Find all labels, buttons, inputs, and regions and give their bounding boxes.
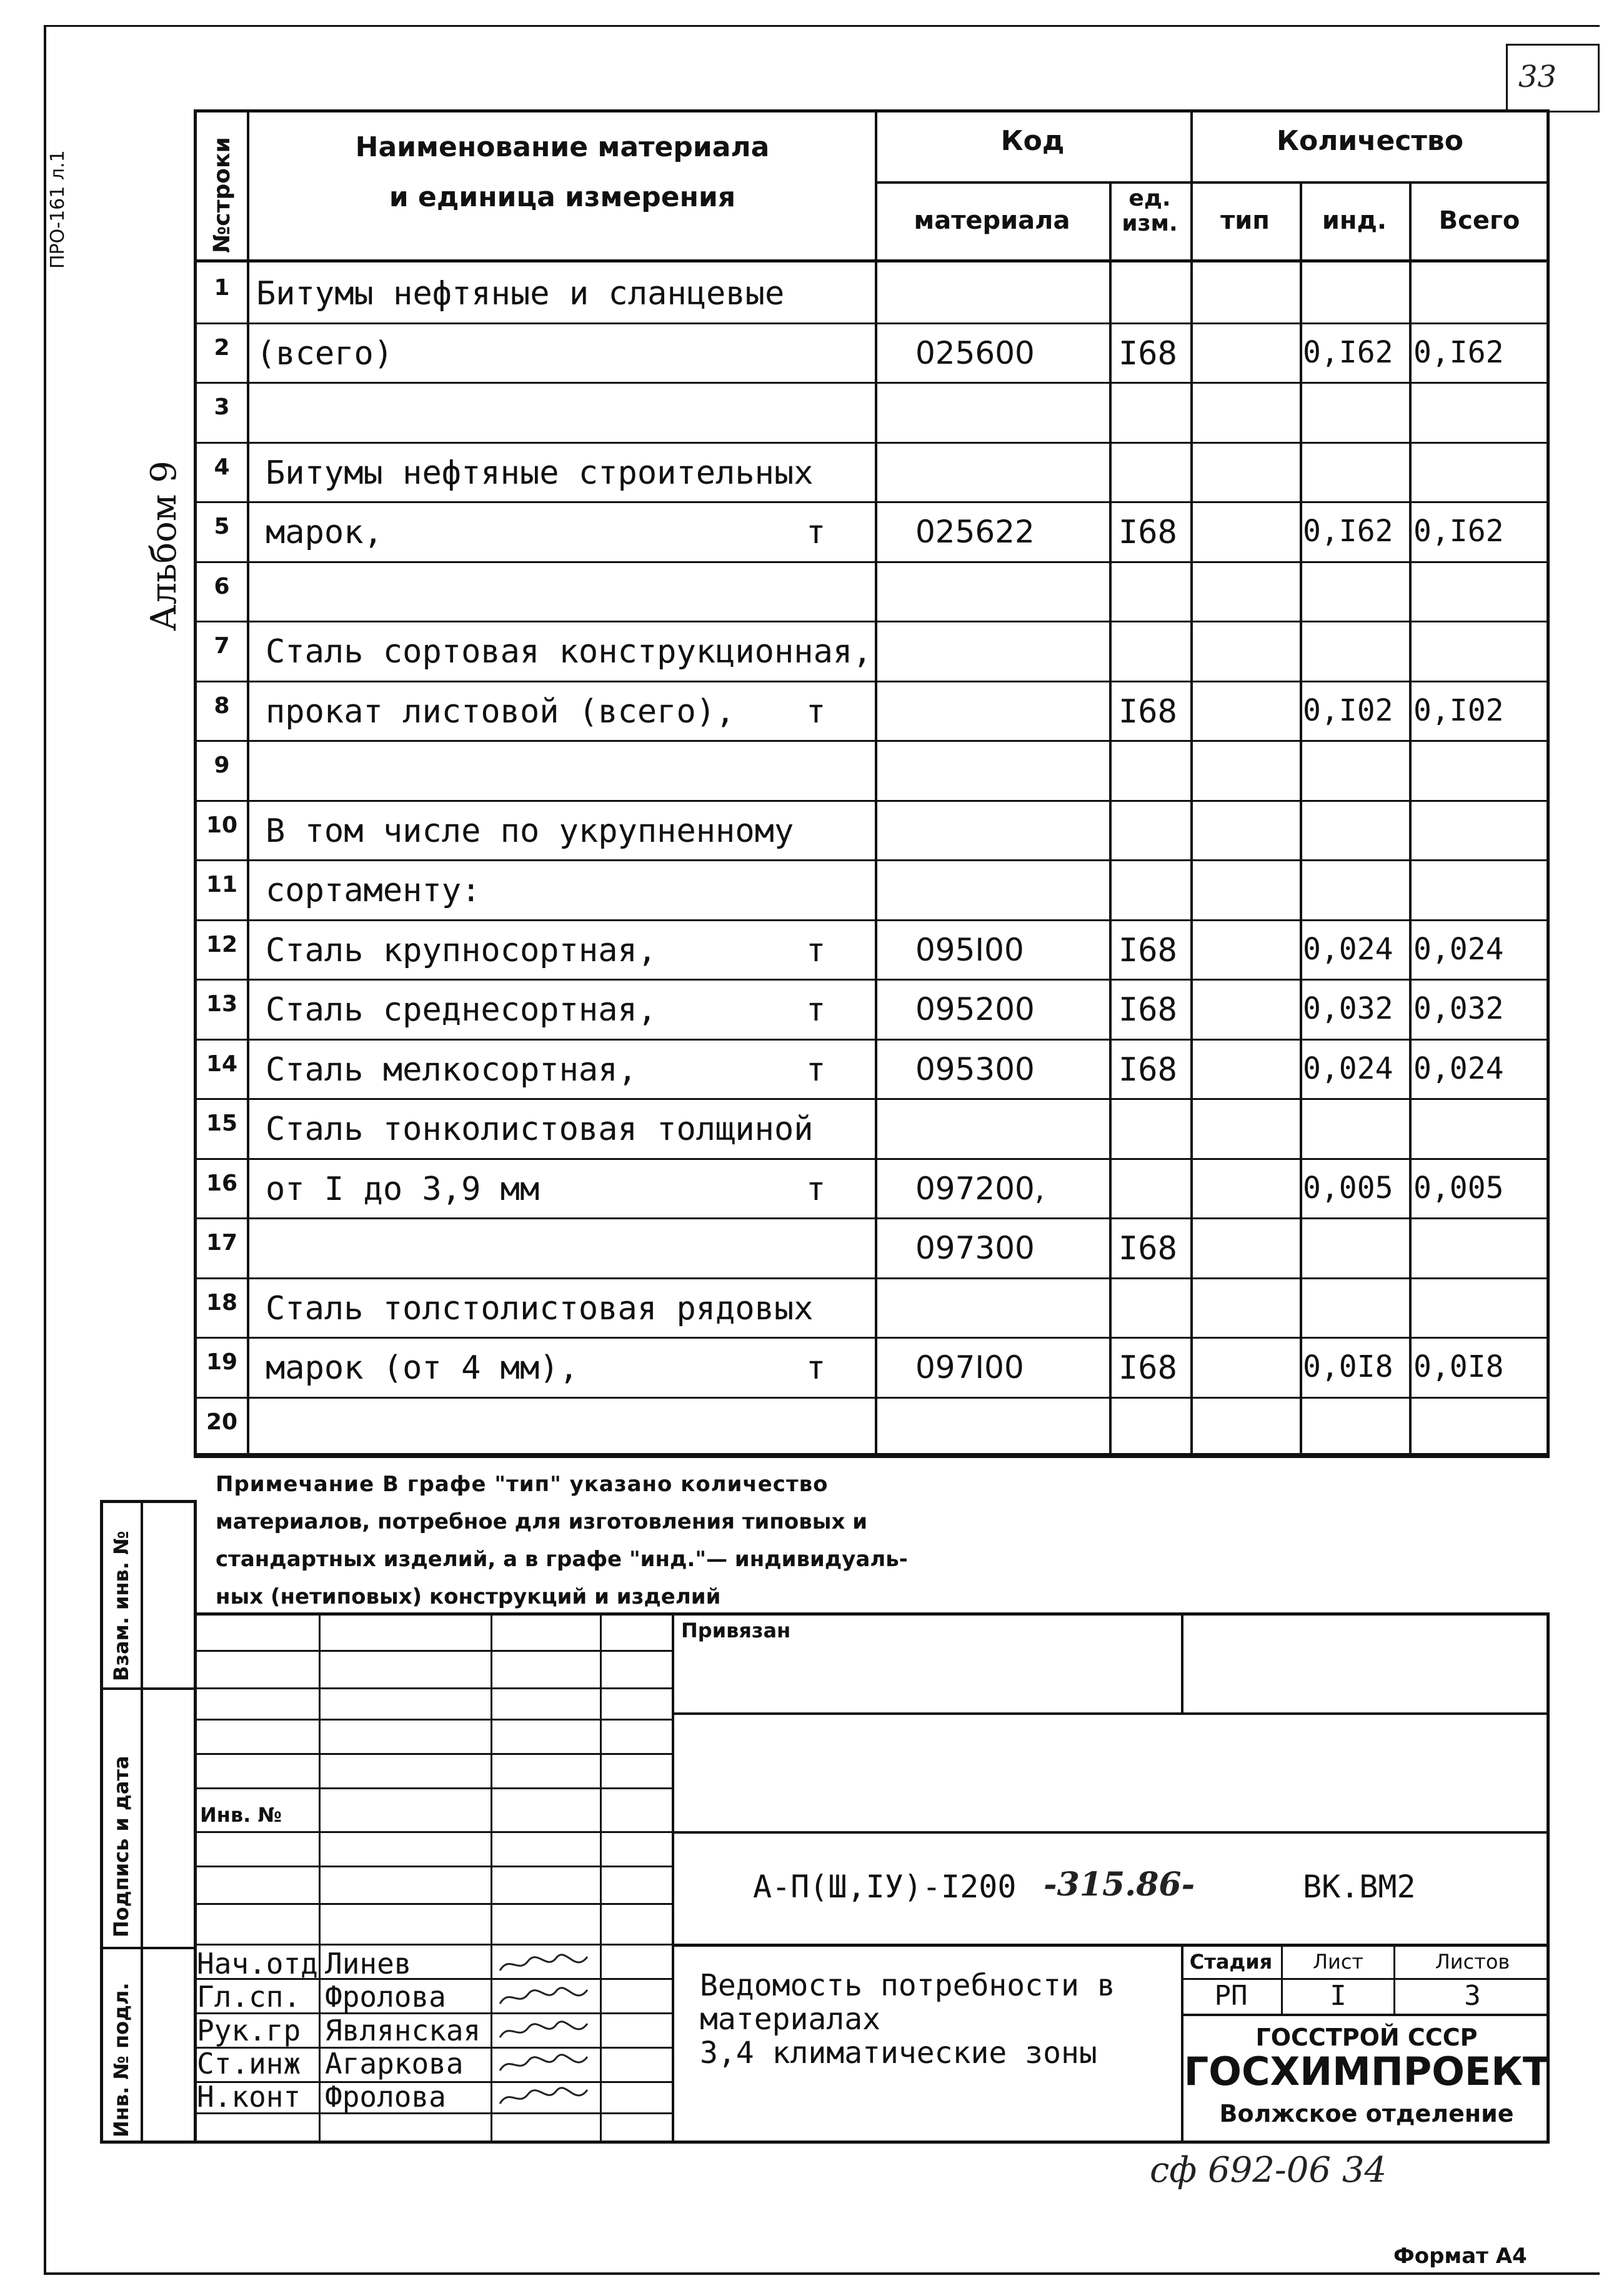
row-number: 19 [206, 1349, 238, 1375]
vzam-label: Взам. инв. № [109, 1531, 133, 1681]
title-grid-line [194, 1650, 672, 1652]
sheet-label: Лист [1312, 1950, 1364, 1974]
inv-podl-label: Инв. № подл. [109, 1982, 133, 2137]
signature [497, 1952, 590, 1977]
row-name: Сталь тонколистовая толщиной [266, 1111, 814, 1148]
signature-scribble [497, 1952, 590, 1977]
row-unit: т [806, 991, 826, 1029]
org-line3: Волжское отделение [1219, 2100, 1514, 2127]
row-divider [194, 1039, 1550, 1041]
row-name: Сталь крупносортная, [266, 932, 657, 969]
row-number: 17 [206, 1230, 238, 1256]
row-unit-code: I68 [1118, 514, 1177, 551]
title-line1: Ведомость потребности в [700, 1968, 1115, 2003]
signature-scribble [497, 2052, 590, 2077]
note-line3: стандартных изделий, а в графе "инд."— индивидуаль- [216, 1547, 908, 1572]
row-number: 18 [206, 1290, 238, 1316]
page-number: 33 [1518, 59, 1557, 94]
privyazan-label: Привязан [681, 1619, 791, 1642]
row-number: 16 [206, 1171, 238, 1196]
note [216, 1466, 908, 1616]
row-divider [194, 442, 1550, 444]
row-divider [194, 1397, 1550, 1399]
side-stamp-inner [141, 1500, 143, 2144]
row-divider [194, 1277, 1550, 1279]
row-total: 0,032 [1413, 991, 1504, 1026]
row-divider [194, 621, 1550, 622]
row-material-code: 095300 [915, 1051, 1035, 1087]
header-subline [875, 181, 1550, 184]
header-code: Код [1000, 125, 1065, 157]
frame-left [44, 25, 46, 2275]
signature [497, 2085, 590, 2110]
row-name: сортаменту: [266, 872, 481, 909]
frame-top [44, 25, 1600, 27]
col-line-name [875, 109, 877, 1453]
signature-scribble [497, 2085, 590, 2110]
row-material-code: 095200 [915, 991, 1035, 1027]
staff-role: Гл.сп. [197, 1980, 301, 2014]
header-row-number: №строки [209, 137, 235, 253]
album-label: Альбом 9 [144, 461, 184, 631]
tb-line-b [672, 1831, 1550, 1834]
row-material-code: 025622 [915, 514, 1035, 550]
row-ind: 0,I62 [1303, 514, 1393, 549]
row-unit-code: I68 [1118, 1051, 1177, 1089]
row-number: 8 [214, 693, 230, 719]
header-material: материала [914, 206, 1070, 235]
signature-scribble [497, 2019, 590, 2044]
header-name-line1: Наименование материала [355, 131, 770, 163]
row-total: 0,I62 [1413, 335, 1504, 370]
stage-value: РП [1214, 1980, 1248, 2012]
tb-line-c [672, 1944, 1550, 1947]
row-unit-code: I68 [1118, 1349, 1177, 1387]
title-line2: материалах [700, 2002, 880, 2037]
signature [497, 2052, 590, 2077]
signature [497, 2019, 590, 2044]
row-ind: 0,005 [1303, 1171, 1393, 1206]
row-divider [194, 322, 1550, 324]
header-unit [1109, 186, 1190, 236]
row-ind: 0,0I8 [1303, 1349, 1393, 1384]
row-total: 0,024 [1413, 1051, 1504, 1086]
stage-bottom [1181, 2014, 1550, 2016]
row-divider [194, 1337, 1550, 1339]
signature [497, 1985, 590, 2010]
row-name: Сталь сортовая конструкционная, [266, 633, 872, 671]
title-line3: 3,4 климатические зоны [700, 2036, 1097, 2071]
tb-col2 [491, 1612, 492, 2144]
row-total: 0,I02 [1413, 693, 1504, 728]
header-type: тип [1220, 206, 1270, 235]
row-name: Битумы нефтяные строительных [266, 454, 814, 492]
header-quantity: Количество [1277, 125, 1463, 157]
row-divider [194, 1217, 1550, 1219]
row-number: 14 [206, 1051, 238, 1077]
row-number: 20 [206, 1409, 238, 1435]
row-unit: т [806, 1171, 826, 1208]
row-unit: т [806, 514, 826, 551]
row-divider [194, 382, 1550, 384]
header-bottom [194, 259, 1550, 262]
sheets-value: 3 [1464, 1980, 1481, 2012]
row-number: 11 [206, 872, 238, 897]
row-divider [194, 740, 1550, 742]
row-material-code: 097300 [915, 1230, 1035, 1266]
header-total: Всего [1438, 206, 1520, 235]
title-grid-line [194, 1787, 672, 1789]
tb-col4 [672, 1612, 674, 2144]
row-name: от I до 3,9 мм [266, 1171, 540, 1208]
note-line4: ных (нетиповых) конструкций и изделий [216, 1584, 721, 1609]
row-number: 6 [214, 574, 230, 599]
row-unit: т [806, 932, 826, 969]
row-number: 2 [214, 335, 230, 361]
doc-number: -315.86- [1044, 1866, 1195, 1904]
note-line1: Примечание В графе "тип" указано количество [216, 1472, 829, 1497]
row-name: Битумы нефтяные и сланцевые [256, 275, 785, 312]
row-unit: т [806, 1349, 826, 1387]
sheets-label: Листов [1435, 1950, 1510, 1974]
row-name: (всего) [256, 335, 394, 372]
row-name: Сталь толстолистовая рядовых [266, 1290, 814, 1327]
row-unit-code: I68 [1118, 1230, 1177, 1267]
staff-name: Фролова [325, 2080, 446, 2114]
staff-name: Агаркова [325, 2047, 464, 2081]
row-number: 4 [214, 454, 230, 480]
row-total: 0,I62 [1413, 514, 1504, 549]
row-material-code: 097200, [915, 1171, 1045, 1207]
title-grid-line [194, 1753, 672, 1755]
row-number: 7 [214, 633, 230, 659]
row-unit-code: I68 [1118, 693, 1177, 731]
row-number: 13 [206, 991, 238, 1017]
row-divider [194, 681, 1550, 682]
row-divider [194, 1158, 1550, 1160]
row-ind: 0,024 [1303, 1051, 1393, 1086]
org-line1: ГОССТРОЙ СССР [1255, 2024, 1478, 2051]
staff-role: Н.конт [197, 2080, 301, 2114]
row-total: 0,024 [1413, 932, 1504, 967]
row-number: 5 [214, 514, 230, 539]
row-name: В том числе по укрупненному [266, 812, 794, 850]
row-number: 10 [206, 812, 238, 838]
title-grid-line [194, 1944, 672, 1946]
row-divider [194, 1098, 1550, 1100]
org-line2: ГОСХИМПРОЕКТ [1183, 2049, 1550, 2094]
row-name: марок (от 4 мм), [266, 1349, 579, 1387]
row-number: 1 [214, 275, 230, 301]
row-material-code: 095I00 [915, 932, 1024, 968]
row-ind: 0,I02 [1303, 693, 1393, 728]
staff-role: Ст.инж [197, 2047, 301, 2081]
staff-name: Являнская [325, 2014, 481, 2047]
header-ind: инд. [1322, 206, 1387, 235]
row-divider [194, 919, 1550, 921]
staff-role: Рук.гр [197, 2014, 301, 2047]
row-divider [194, 800, 1550, 802]
stage-label: Стадия [1189, 1950, 1273, 1974]
header-name-line2: и единица измерения [389, 181, 736, 213]
row-name: прокат листовой (всего), [266, 693, 735, 731]
frame-bottom [44, 2272, 1600, 2275]
staff-name: Линев [325, 1947, 412, 1981]
row-name: Сталь мелкосортная, [266, 1051, 637, 1089]
col-line-row [247, 109, 249, 1453]
row-number: 3 [214, 394, 230, 420]
row-ind: 0,024 [1303, 932, 1393, 967]
row-number: 15 [206, 1111, 238, 1136]
row-divider [194, 561, 1550, 563]
row-divider [194, 1456, 1550, 1458]
title-grid-line [194, 1687, 672, 1689]
doc-sheet-code: ВК.ВМ2 [1303, 1869, 1416, 1905]
row-unit: т [806, 1051, 826, 1089]
tb-line-a [672, 1712, 1550, 1715]
row-ind: 0,032 [1303, 991, 1393, 1026]
row-unit-code: I68 [1118, 932, 1177, 969]
sheet-value: I [1330, 1980, 1347, 2012]
format-label: Формат А4 [1393, 2244, 1527, 2269]
side-stamp-divider2 [100, 1947, 197, 1949]
table-bottom [194, 1453, 1550, 1456]
title-grid-line [194, 1903, 672, 1905]
row-divider [194, 979, 1550, 981]
row-material-code: 025600 [915, 335, 1035, 371]
row-divider [194, 859, 1550, 861]
col-line-type [1300, 181, 1302, 1456]
col-line-material [1109, 181, 1112, 1456]
col-line-ind [1409, 181, 1412, 1456]
row-divider [194, 501, 1550, 503]
footer-code: сф 692-06 34 [1150, 2150, 1387, 2191]
row-ind: 0,I62 [1303, 335, 1393, 370]
side-code: ПРО-161 л.1 [47, 150, 69, 269]
inv-no-label: Инв. № [200, 1803, 282, 1827]
podpis-label: Подпись и дата [109, 1756, 133, 1937]
title-grid-line [194, 1866, 672, 1867]
row-unit-code: I68 [1118, 335, 1177, 372]
header-unit-line2: изм. [1122, 211, 1178, 236]
document-title [700, 1969, 1115, 2070]
signature-scribble [497, 1985, 590, 2010]
title-grid-line [194, 1831, 672, 1833]
row-total: 0,005 [1413, 1171, 1504, 1206]
row-number: 12 [206, 932, 238, 957]
row-material-code: 097I00 [915, 1349, 1024, 1386]
header-unit-line1: ед. [1128, 186, 1171, 211]
row-name: Сталь среднесортная, [266, 991, 657, 1029]
tb-privyazan-divider [1181, 1612, 1183, 1712]
row-number: 9 [214, 752, 230, 778]
staff-name: Фролова [325, 1980, 446, 2014]
title-grid-line [194, 1719, 672, 1721]
row-total: 0,0I8 [1413, 1349, 1504, 1384]
row-name: марок, [266, 514, 383, 551]
row-unit-code: I68 [1118, 991, 1177, 1029]
side-stamp-divider1 [100, 1687, 197, 1690]
row-unit: т [806, 693, 826, 731]
staff-role: Нач.отд [197, 1947, 318, 1981]
doc-code: А-П(Ш,IУ)-I200 [753, 1869, 1017, 1905]
note-line2: материалов, потребное для изготовления типовых и [216, 1509, 868, 1534]
tb-col1 [319, 1612, 321, 2144]
col-line-unit [1190, 109, 1193, 1456]
tb-col3 [600, 1612, 602, 2144]
